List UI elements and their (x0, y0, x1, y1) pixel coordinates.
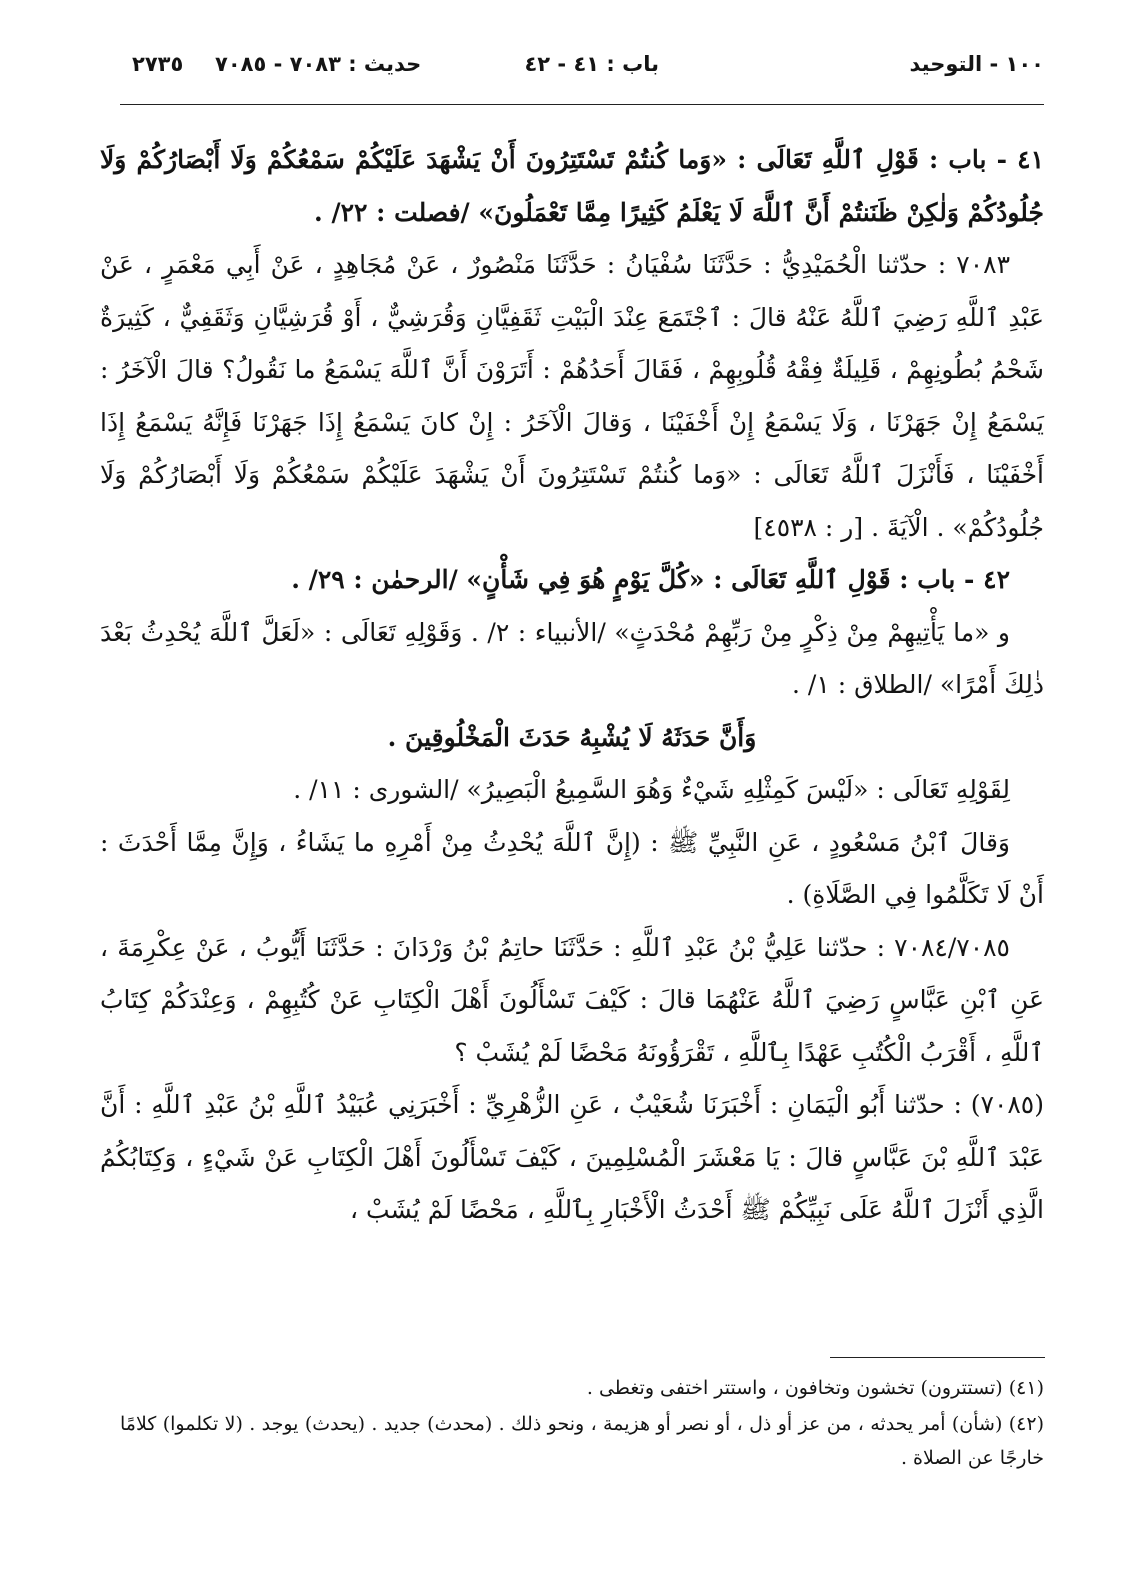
main-text (100, 134, 1044, 1237)
chapter-41-heading: ٤١ - باب : قَوْلِ ٱللَّهِ تَعَالَى : «وَما كُنتُمْ تَسْتَتِرُونَ أَنْ يَشْهَدَ عَلَيْكُمْ سَمْعُكُمْ وَلَا أَبْصَارُكُمْ وَلَا جُلُودُكُمْ وَلٰكِنْ ظَنَنتُمْ أَنَّ ٱللَّهَ لَا يَعْلَمُ كَثِيرًا مِمَّا تَعْمَلُونَ» /فصلت : ٢٢/ . (100, 145, 1044, 227)
hadith-7085: (٧٠٨٥) : حدّثنا أَبُو الْيَمَانِ : أَخْبَرَنَا شُعَيْبٌ ، عَنِ الزُّهْرِيِّ : أَخْبَرَنِي عُبَيْدُ ٱللَّهِ بْنُ عَبْدِ ٱللَّهِ : أَنَّ عَبْدَ ٱللَّهِ بْنَ عَبَّاسٍ قالَ : يَا مَعْشَرَ الْمُسْلِمِينَ ، كَيْفَ تَسْأَلُونَ أَهْلَ الْكِتَابِ عَنْ شَيْءٍ ، وَكِتَابُكُمُ الَّذِي أَنْزَلَ ٱللَّهُ عَلَى نَبِيِّكُمْ ﷺ أَحْدَثُ الْأَخْبَارِ بِٱللَّهِ ، مَحْضًا لَمْ يُشَبْ ، (100, 1090, 1044, 1224)
bab-range: باب : ٤١ - ٤٢ (524, 52, 659, 76)
footnote-42: (٤٢) (شأن) أمر يحدثه ، من عز أو ذل ، أو نصر أو هزيمة ، ونحو ذلك . (محدث) جديد . (يحدث) يوجد . (لا تكلموا) كلامًا خارجًا عن الصلاة . (120, 1413, 1044, 1469)
ash-shura-citation: لِقَوْلِهِ تَعَالَى : «لَيْسَ كَمِثْلِهِ شَيْءٌ وَهُوَ السَّمِيعُ الْبَصِيرُ» /الشورى : ١١/ . (293, 775, 1010, 804)
hadith-7084: ٧٠٨٤/٧٠٨٥ : حدّثنا عَلِيُّ بْنُ عَبْدِ ٱللَّهِ : حَدَّثَنَا حاتِمُ بْنُ وَرْدَانَ : حَدَّثَنَا أَيُّوبُ ، عَنْ عِكْرِمَةَ ، عَنِ ٱبْنِ عَبَّاسٍ رَضِيَ ٱللَّهُ عَنْهُمَا قالَ : كَيْفَ تَسْأَلُونَ أَهْلَ الْكِتَابِ عَنْ كُتُبِهِمْ ، وَعِنْدَكُمْ كِتَابُ ٱللَّهِ ، أَقْرَبُ الْكُتُبِ عَهْدًا بِٱللَّهِ ، تَقْرَؤُونَهُ مَحْضًا لَمْ يُشَبْ ؟ (100, 932, 1044, 1067)
header-divider (120, 104, 1044, 105)
footnote-41: (٤١) (تستترون) تخشون وتخافون ، واستتر اختفى وتغطى . (586, 1377, 1044, 1399)
running-header (120, 52, 1044, 88)
hadith-range: حديث : ٧٠٨٣ - ٧٠٨٥ (215, 52, 422, 76)
footnote-divider (830, 1357, 1045, 1358)
footnotes (120, 1371, 1044, 1477)
ibn-masud-report: وَقالَ ٱبْنُ مَسْعُودٍ ، عَنِ النَّبِيِّ ﷺ : (إِنَّ ٱللَّهَ يُحْدِثُ مِنْ أَمْرِهِ ما يَشَاءُ ، وَإِنَّ مِمَّا أَحْدَثَ : أَنْ لَا تَكَلَّمُوا فِي الصَّلَاةِ) . (100, 827, 1044, 909)
chapter-42-heading: ٤٢ - باب : قَوْلِ ٱللَّهِ تَعَالَى : «كُلَّ يَوْمٍ هُوَ فِي شَأْنٍ» /الرحمٰن : ٢٩/ . (291, 565, 1010, 594)
book-title: ١٠٠ - التوحيد (909, 52, 1044, 76)
hadith-7083: ٧٠٨٣ : حدّثنا الْحُمَيْدِيُّ : حَدَّثَنَا سُفْيَانُ : حَدَّثَنَا مَنْصُورٌ ، عَنْ مُجَاهِدٍ ، عَنْ أَبِي مَعْمَرٍ ، عَنْ عَبْدِ ٱللَّهِ رَضِيَ ٱللَّهُ عَنْهُ قالَ : ٱجْتَمَعَ عِنْدَ الْبَيْتِ ثَقَفِيَّانِ وَقُرَشِيٌّ ، أَوْ قُرَشِيَّانِ وَثَقَفِيٌّ ، كَثِيرَةٌ شَحْمُ بُطُونِهِمْ ، قَلِيلَةٌ فِقْهُ قُلُوبِهِمْ ، فَقَالَ أَحَدُهُمْ : أَتَرَوْنَ أَنَّ ٱللَّهَ يَسْمَعُ ما نَقُولُ؟ قالَ الْآخَرُ : يَسْمَعُ إِنْ جَهَرْنَا ، وَلَا يَسْمَعُ إِنْ أَخْفَيْنَا ، وَقالَ الْآخَرُ : إِنْ كانَ يَسْمَعُ إِذَا جَهَرْنَا فَإِنَّهُ يَسْمَعُ إِذَا أَخْفَيْنَا ، فَأَنْزَلَ ٱللَّهُ تَعَالَى : «وَما كُنتُمْ تَسْتَتِرُونَ أَنْ يَشْهَدَ عَلَيْكُمْ سَمْعُكُمْ وَلَا أَبْصَارُكُمْ وَلَا جُلُودُكُمْ» . الْآيَةَ . [ر : ٤٥٣٨] (100, 250, 1044, 542)
page-number: ٢٧٣٥ (132, 52, 184, 76)
chapter-42-quran-citations: و «ما يَأْتِيهِمْ مِنْ ذِكْرٍ مِنْ رَبِّهِمْ مُحْدَثٍ» /الأنبياء : ٢/ . وَقَوْلِهِ تَعَالَى : «لَعَلَّ ٱللَّهَ يُحْدِثُ بَعْدَ ذٰلِكَ أَمْرًا» /الطلاق : ١/ . (100, 617, 1044, 699)
chapter-42-subheading: وَأَنَّ حَدَثَهُ لَا يُشْبِهُ حَدَثَ الْمَخْلُوقِينَ . (387, 722, 757, 752)
